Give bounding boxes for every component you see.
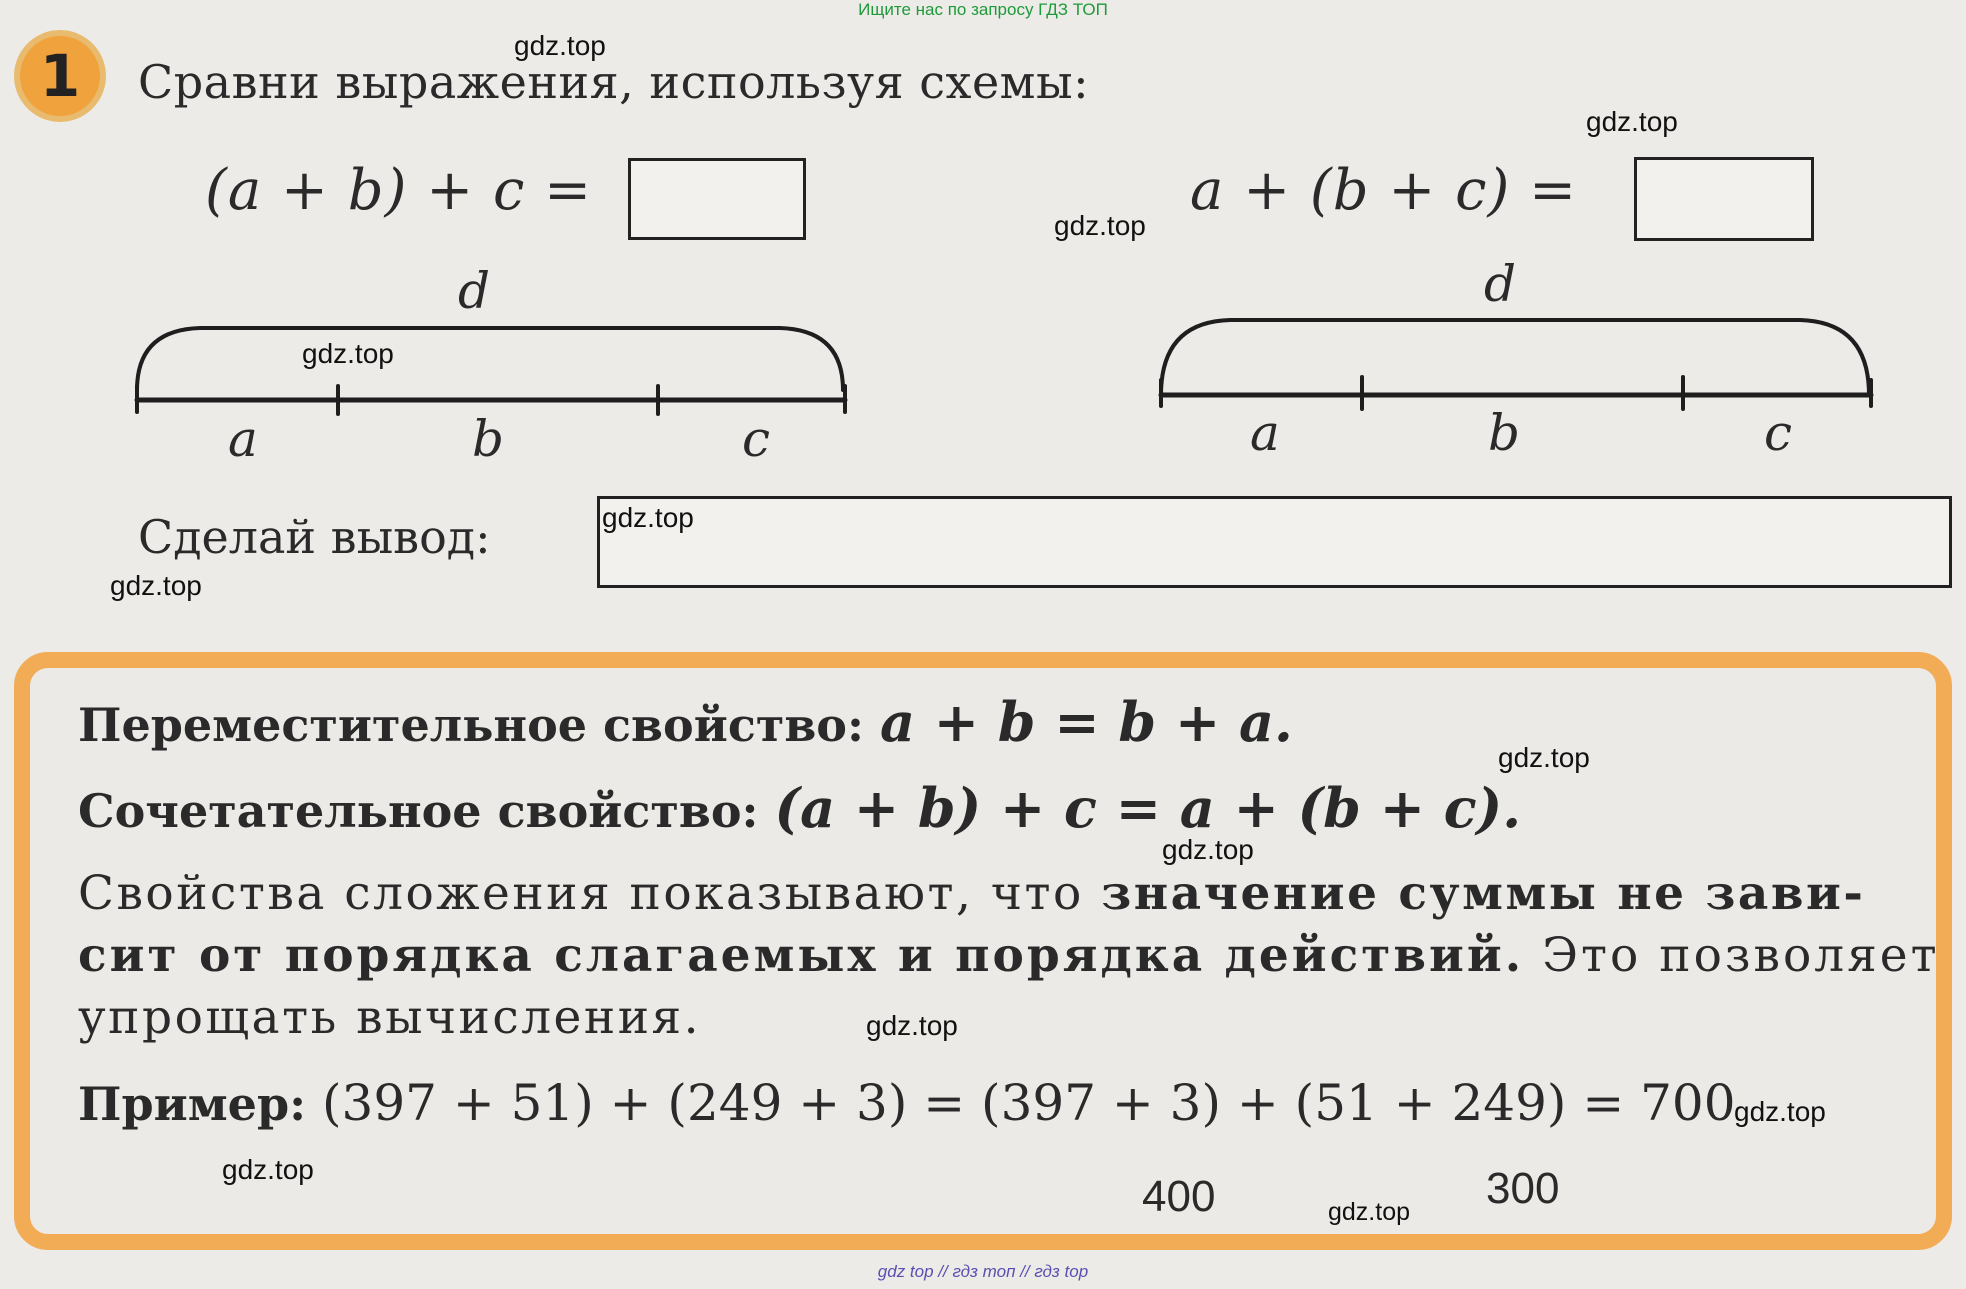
rule-text-line-1: [78, 866, 1865, 921]
left-part-c: c: [742, 410, 771, 468]
rule-text-1: Свойства сложения показывают, что: [78, 866, 1084, 921]
search-banner: Ищите нас по запросу ГДЗ ТОП: [858, 0, 1108, 19]
example-line: [78, 1074, 1736, 1132]
watermark: gdz.top: [1328, 1198, 1411, 1226]
watermark: gdz.top: [602, 502, 694, 533]
watermark: gdz.top: [1734, 1096, 1826, 1127]
commutative-label: Переместительное свойство:: [78, 698, 864, 752]
rule-text-2-bold: сит от порядка слагаемых и порядка действий.: [78, 928, 1525, 983]
watermark: gdz.top: [302, 338, 394, 369]
associative-formula: (a + b) + c = a + (b + c).: [774, 776, 1521, 840]
rule-text-2: Это позволяет: [1542, 928, 1940, 983]
right-total-brace: [1161, 320, 1869, 395]
task-title: Сравни выражения, используя схемы:: [138, 55, 1090, 109]
watermark: gdz.top: [1162, 834, 1254, 865]
task-number-badge: 1: [14, 30, 106, 122]
conclusion-label: Сделай вывод:: [138, 510, 491, 564]
example-sum-300: 300: [1486, 1164, 1560, 1213]
example-sum-400: 400: [1142, 1172, 1216, 1221]
right-part-a: a: [1250, 404, 1280, 462]
right-part-c: c: [1764, 404, 1793, 462]
right-expression: a + (b + c) =: [1190, 158, 1578, 223]
right-total-label: d: [1484, 255, 1517, 313]
example-expression: (397 + 51) + (249 + 3) = (397 + 3) + (51 + 249) = 700: [322, 1074, 1736, 1132]
rule-text-line-3: упрощать вычисления.: [78, 990, 702, 1045]
right-part-b: b: [1488, 404, 1521, 462]
left-total-label: d: [458, 262, 491, 320]
associative-property: [78, 776, 1521, 840]
left-part-b: b: [472, 410, 505, 468]
watermark: gdz.top: [1054, 210, 1146, 241]
watermark: gdz.top: [222, 1154, 314, 1185]
footer-links[interactable]: gdz top // гдз топ // гдз top: [877, 1262, 1089, 1281]
left-total-brace: [137, 328, 843, 390]
rule-text-line-2: [78, 928, 1940, 983]
watermark: gdz.top: [110, 570, 202, 601]
watermark: gdz.top: [1498, 742, 1590, 773]
commutative-formula: a + b = b + a.: [879, 690, 1293, 754]
watermark: gdz.top: [866, 1010, 958, 1041]
example-label: Пример:: [78, 1077, 307, 1131]
watermark: gdz.top: [514, 30, 606, 61]
commutative-property: [78, 690, 1293, 754]
associative-label: Сочетательное свойство:: [78, 784, 759, 838]
conclusion-input[interactable]: [597, 496, 1952, 588]
rule-text-1-bold: значение суммы не зави-: [1101, 866, 1866, 921]
watermark: gdz.top: [1586, 106, 1678, 137]
left-part-a: a: [228, 410, 258, 468]
left-expression: (a + b) + c =: [205, 158, 593, 223]
